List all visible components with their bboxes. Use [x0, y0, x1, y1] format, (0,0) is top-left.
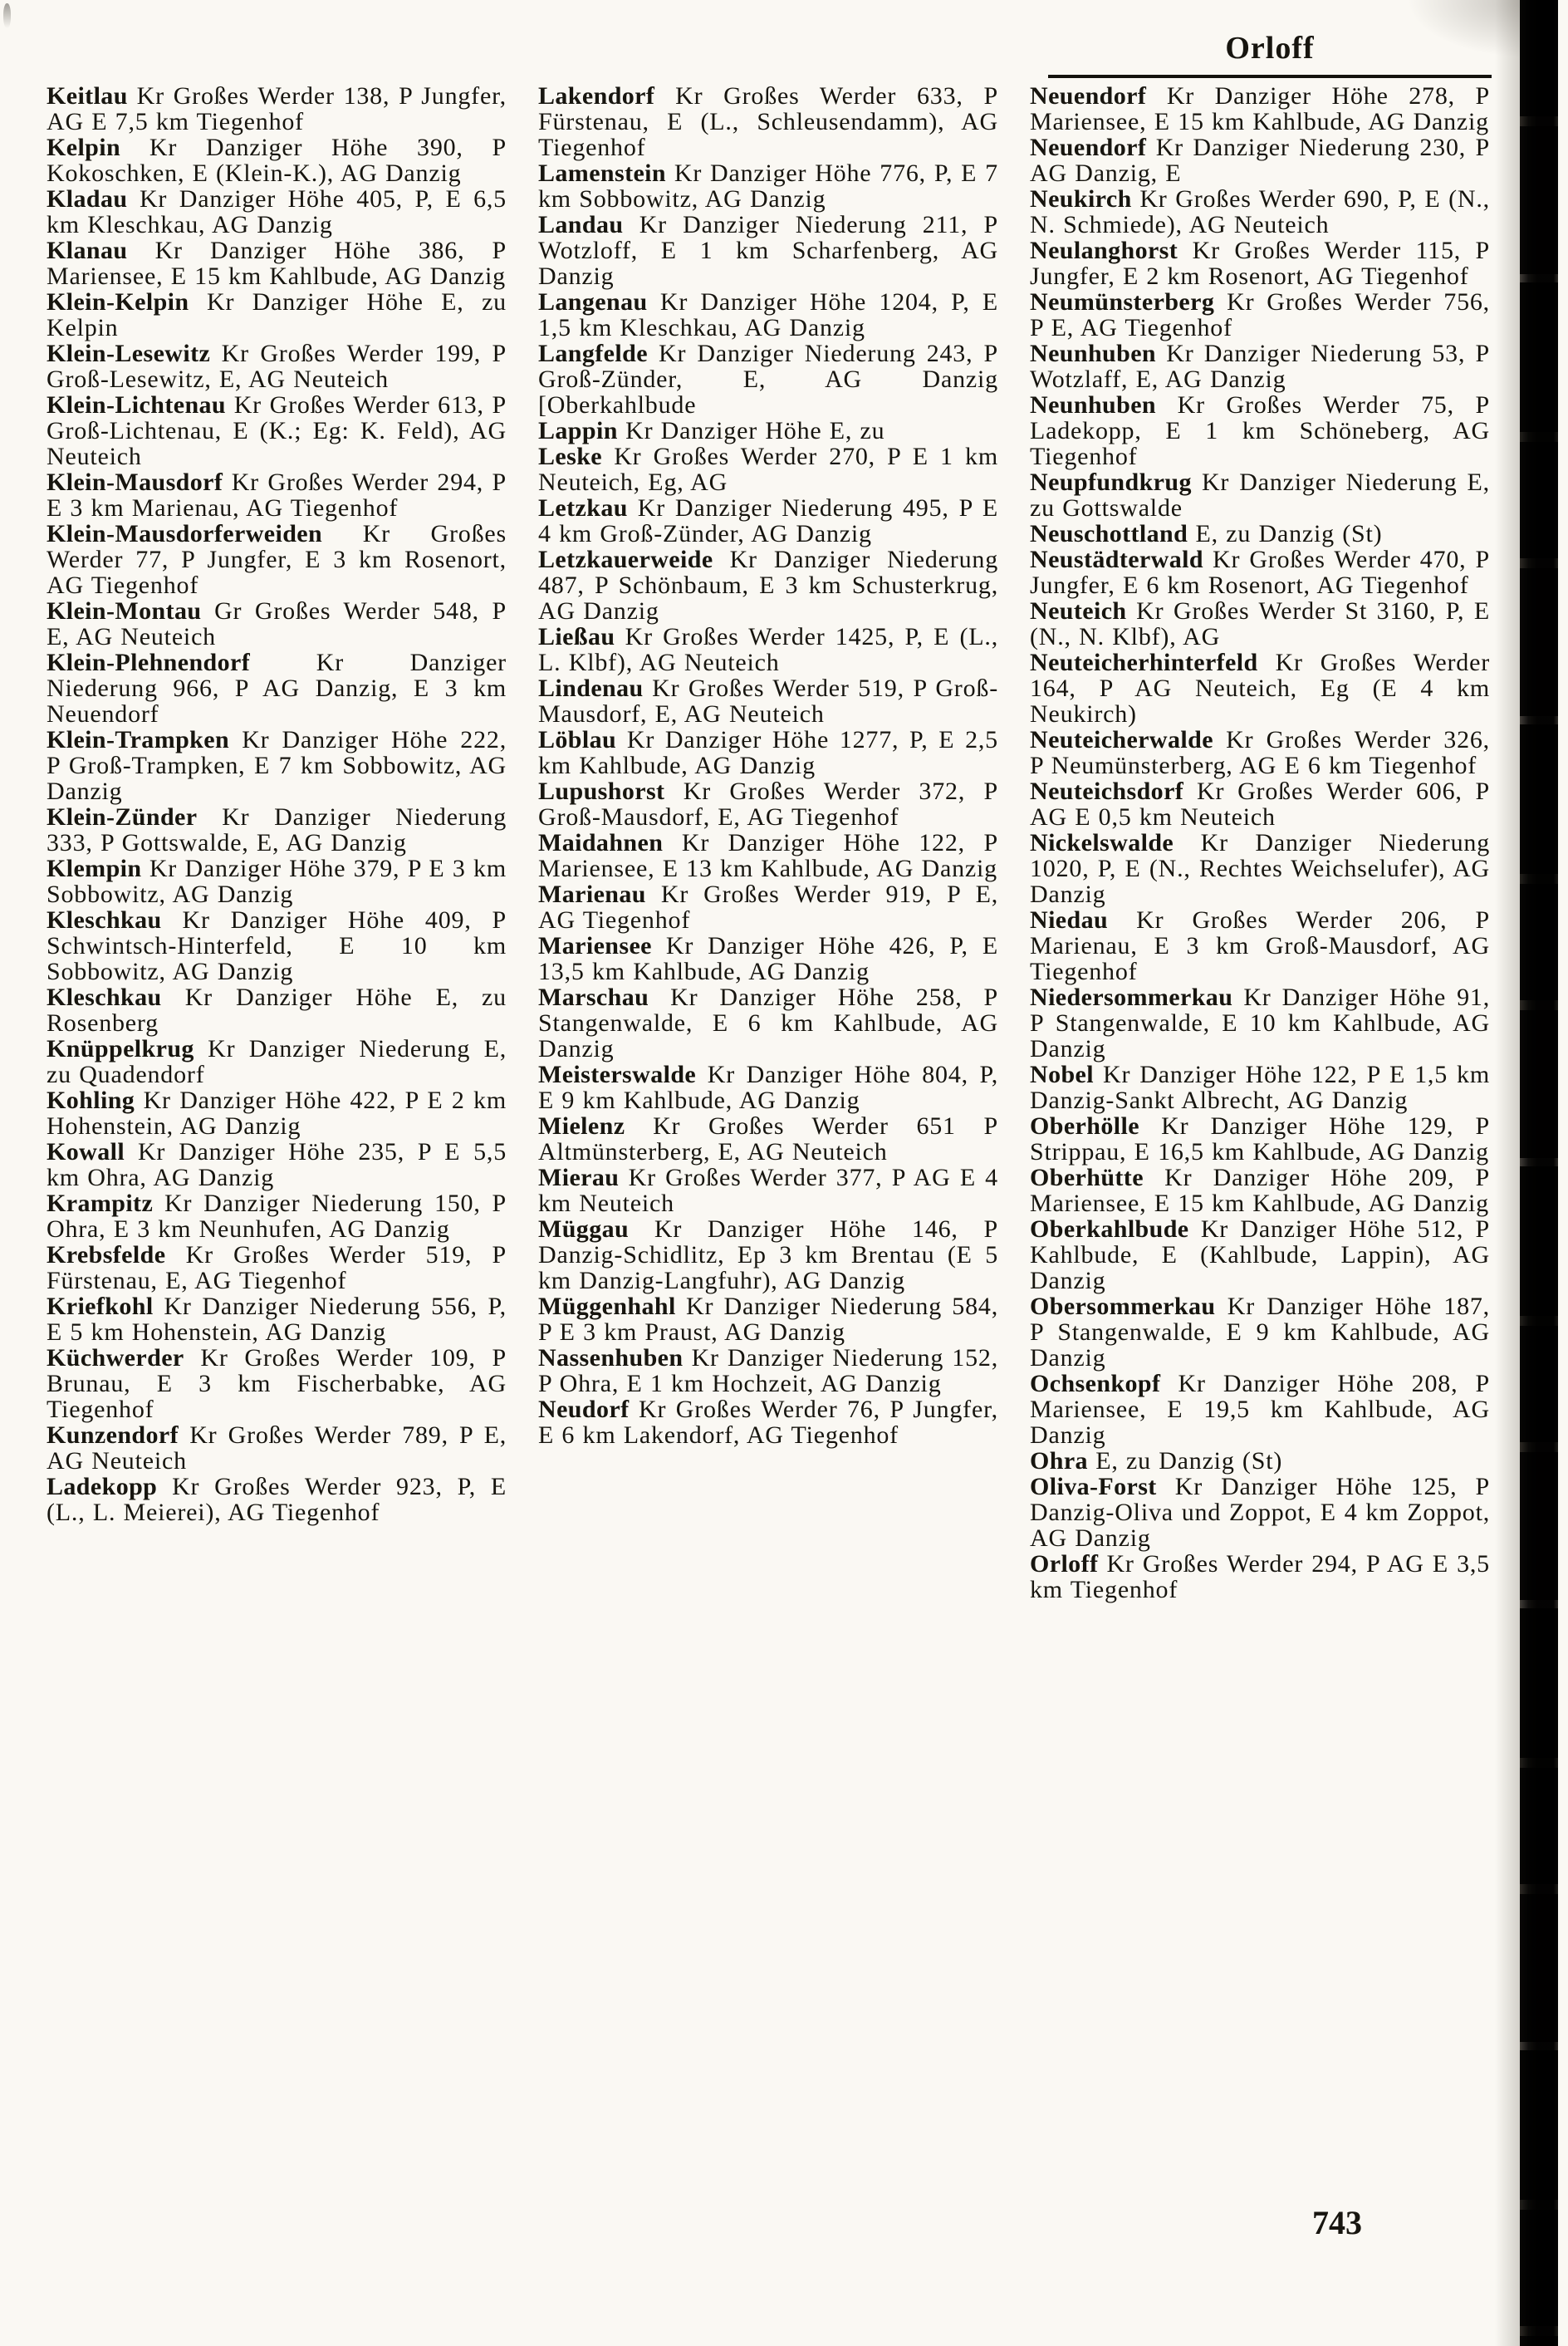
- gazetteer-entry: [538, 444, 998, 495]
- gazetteer-entry: [538, 547, 998, 624]
- place-name: Nobel: [1030, 1061, 1094, 1088]
- place-name: Lappin: [538, 417, 618, 444]
- gazetteer-entry: [47, 1474, 507, 1525]
- entry-details: Kr Danziger Höhe 258, P Stangenwalde, E 6 km Kahlbude, AG Danzig: [538, 984, 998, 1063]
- entry-details: Kr Großes Werder 519, P Groß-Mausdorf, E, AG Neuteich: [538, 675, 998, 728]
- place-name: Klein-Mausdorf: [47, 469, 223, 496]
- place-name: Knüppelkrug: [47, 1035, 194, 1063]
- entry-details: Kr Danziger Niederung E, zu Gottswalde: [1030, 469, 1490, 522]
- entry-details: Kr Großes Werder 206, P Marienau, E 3 km Groß-Mausdorf, AG Tiegenhof: [1030, 906, 1490, 985]
- place-name: Niedersommerkau: [1030, 984, 1233, 1011]
- gazetteer-entry: [47, 1087, 507, 1139]
- entry-details: Kr Danziger Höhe 1204, P, E 1,5 km Kleschkau, AG Danzig: [538, 288, 998, 341]
- gazetteer-entry: [1030, 1371, 1490, 1448]
- entry-details: Kr Danziger Niederung 584, P E 3 km Praust, AG Danzig: [538, 1293, 998, 1346]
- entry-details: Kr Großes Werder 377, P AG E 4 km Neuteich: [538, 1164, 998, 1217]
- place-name: Neunhuben: [1030, 340, 1157, 367]
- place-name: Letzkau: [538, 494, 628, 522]
- place-name: Kleschkau: [47, 984, 162, 1011]
- gazetteer-entry: [538, 495, 998, 547]
- gazetteer-entry: [1030, 341, 1490, 392]
- place-name: Neuteichsdorf: [1030, 778, 1184, 805]
- gazetteer-entry: [1030, 238, 1490, 289]
- place-name: Klein-Plehnendorf: [47, 649, 251, 676]
- gazetteer-entry: [47, 83, 507, 135]
- place-name: Neunhuben: [1030, 391, 1157, 419]
- gazetteer-entry: [538, 418, 998, 444]
- entry-details: Kr Danziger Höhe 129, P Strippau, E 16,5 km Kahlbude, AG Danzig: [1030, 1112, 1490, 1166]
- place-name: Oliva-Forst: [1030, 1473, 1157, 1500]
- place-name: Kunzendorf: [47, 1421, 179, 1449]
- gazetteer-entry: [1030, 186, 1490, 238]
- entry-details: Kr Großes Werder 294, P AG E 3,5 km Tiegenhof: [1030, 1550, 1490, 1603]
- entry-details: E, zu Danzig (St): [1195, 520, 1383, 547]
- entry-details: Kr Großes Werder 109, P Brunau, E 3 km Fischerbabke, AG Tiegenhof: [47, 1344, 507, 1423]
- place-name: Keitlau: [47, 82, 128, 110]
- gazetteer-entry: [1030, 1165, 1490, 1216]
- entry-details: Kr Großes Werder 633, P Fürstenau, E (L., Schleusendamm), AG Tiegenhof: [538, 82, 998, 161]
- gazetteer-entry: [47, 650, 507, 727]
- place-name: Küchwerder: [47, 1344, 184, 1372]
- gazetteer-entry: [1030, 469, 1490, 521]
- place-name: Kleschkau: [47, 906, 162, 934]
- gazetteer-entry: [1030, 727, 1490, 778]
- place-name: Lakendorf: [538, 82, 655, 110]
- place-name: Oberhölle: [1030, 1112, 1139, 1140]
- gazetteer-entry: [1030, 392, 1490, 469]
- place-name: Neudorf: [538, 1396, 630, 1423]
- gazetteer-entry: [538, 341, 998, 418]
- entry-details: Kr Danziger Höhe 122, P Mariensee, E 13 km Kahlbude, AG Danzig: [538, 829, 998, 882]
- entry-details: Kr Danziger Höhe 379, P E 3 km Sobbowitz, AG Danzig: [47, 855, 507, 908]
- place-name: Lupushorst: [538, 778, 665, 805]
- entry-details: Kr Danziger Höhe 386, P Mariensee, E 15 km Kahlbude, AG Danzig: [47, 237, 507, 290]
- entry-details: Gr Großes Werder 548, P E, AG Neuteich: [47, 597, 507, 650]
- gazetteer-entry: [538, 984, 998, 1062]
- entry-details: Kr Danziger Höhe 187, P Stangenwalde, E 9 km Kahlbude, AG Danzig: [1030, 1293, 1490, 1372]
- entry-details: Kr Großes Werder 326, P Neumünsterberg, AG E 6 km Tiegenhof: [1030, 726, 1490, 779]
- entry-details: Kr Großes Werder 138, P Jungfer, AG E 7,5 km Tiegenhof: [47, 82, 507, 135]
- place-name: Leske: [538, 443, 602, 470]
- entry-details: Kr Großes Werder 294, P E 3 km Marienau, AG Tiegenhof: [47, 469, 507, 522]
- scan-speck-artifact: [3, 3, 11, 28]
- gazetteer-entry: [538, 83, 998, 160]
- page-edge-shadow: [1495, 0, 1520, 2346]
- running-head: Orloff: [1048, 30, 1492, 78]
- entry-details: Kr Danziger Niederung 333, P Gottswalde, E, AG Danzig: [47, 803, 507, 856]
- entry-details: Kr Danziger Höhe 122, P E 1,5 km Danzig-Sankt Albrecht, AG Danzig: [1030, 1061, 1490, 1114]
- gazetteer-entry: [1030, 778, 1490, 830]
- page-number: 743: [1312, 2204, 1362, 2241]
- place-name: Klein-Mausdorferweiden: [47, 520, 323, 547]
- gazetteer-entry: [538, 624, 998, 675]
- place-name: Kriefkohl: [47, 1293, 154, 1320]
- gazetteer-entry: [47, 907, 507, 984]
- place-name: Krampitz: [47, 1190, 154, 1217]
- place-name: Orloff: [1030, 1550, 1099, 1578]
- place-name: Langenau: [538, 288, 648, 316]
- entry-details: Kr Danziger Höhe E, zu Rosenberg: [47, 984, 507, 1037]
- entry-details: Kr Danziger Höhe 278, P Mariensee, E 15 km Kahlbude, AG Danzig: [1030, 82, 1490, 135]
- gazetteer-entry: [1030, 1551, 1490, 1602]
- entry-details: E, zu Danzig (St): [1095, 1447, 1283, 1475]
- place-name: Klein-Trampken: [47, 726, 230, 753]
- place-name: Neuendorf: [1030, 134, 1147, 161]
- gazetteer-entry: [47, 1422, 507, 1474]
- column-1: [47, 83, 507, 1525]
- entry-details: Kr Großes Werder 470, P Jungfer, E 6 km Rosenort, AG Tiegenhof: [1030, 546, 1490, 599]
- gazetteer-entry: [47, 135, 507, 186]
- entry-details: Kr Danziger Höhe 91, P Stangenwalde, E 10 km Kahlbude, AG Danzig: [1030, 984, 1490, 1063]
- place-name: Meisterswalde: [538, 1061, 697, 1088]
- place-name: Lamenstein: [538, 160, 666, 187]
- gazetteer-entry: [1030, 907, 1490, 984]
- gazetteer-entry: [538, 1345, 998, 1396]
- gazetteer-entry: [538, 1062, 998, 1113]
- text-columns: [47, 83, 1490, 1602]
- entry-details: Kr Großes Werder 923, P, E (L., L. Meierei), AG Tiegenhof: [47, 1473, 507, 1526]
- place-name: Nickelswalde: [1030, 829, 1174, 856]
- entry-details: Kr Danziger Höhe E, zu Kelpin: [47, 288, 507, 341]
- gazetteer-entry: [1030, 1216, 1490, 1293]
- entry-details: Kr Großes Werder 756, P E, AG Tiegenhof: [1030, 288, 1490, 341]
- place-name: Klein-Lichtenau: [47, 391, 227, 419]
- place-name: Mariensee: [538, 932, 652, 960]
- gazetteer-entry: [1030, 1113, 1490, 1165]
- entry-details: Kr Danziger Höhe 125, P Danzig-Oliva und Zoppot, E 4 km Zoppot, AG Danzig: [1030, 1473, 1490, 1552]
- gazetteer-entry: [47, 186, 507, 238]
- entry-details: Kr Danziger Niederung 495, P E 4 km Groß-Zünder, AG Danzig: [538, 494, 998, 547]
- place-name: Nassenhuben: [538, 1344, 684, 1372]
- entry-details: Kr Danziger Höhe 405, P, E 6,5 km Kleschkau, AG Danzig: [47, 185, 507, 238]
- place-name: Marschau: [538, 984, 649, 1011]
- place-name: Landau: [538, 211, 624, 238]
- gazetteer-entry: [47, 469, 507, 521]
- gazetteer-entry: [47, 1190, 507, 1242]
- place-name: Neuschottland: [1030, 520, 1188, 547]
- entry-details: Kr Großes Werder 115, P Jungfer, E 2 km Rosenort, AG Tiegenhof: [1030, 237, 1490, 290]
- place-name: Langfelde: [538, 340, 648, 367]
- entry-details: Kr Großes Werder 606, P AG E 0,5 km Neuteich: [1030, 778, 1490, 831]
- gazetteer-entry: [1030, 521, 1490, 547]
- gazetteer-entry: [1030, 598, 1490, 650]
- entry-details: Kr Großes Werder 519, P Fürstenau, E, AG Tiegenhof: [47, 1241, 507, 1294]
- gazetteer-entry: [538, 933, 998, 984]
- entry-details: Kr Danziger Niederung 966, P AG Danzig, E 3 km Neuendorf: [47, 649, 507, 728]
- place-name: Klempin: [47, 855, 142, 882]
- entry-details: Kr Danziger Niederung 211, P Wotzloff, E 1 km Scharfenberg, AG Danzig: [538, 211, 998, 290]
- gazetteer-entry: [538, 830, 998, 881]
- entry-details: Kr Großes Werder 270, P E 1 km Neuteich, Eg, AG: [538, 443, 998, 496]
- entry-details: Kr Danziger Niederung 230, P AG Danzig, E: [1030, 134, 1490, 187]
- gazetteer-entry: [47, 238, 507, 289]
- gazetteer-entry: [47, 1036, 507, 1087]
- entry-details: Kr Danziger Niederung 1020, P, E (N., Rechtes Weichselufer), AG Danzig: [1030, 829, 1490, 908]
- entry-details: Kr Großes Werder St 3160, P, E (N., N. Klbf), AG: [1030, 597, 1490, 650]
- gazetteer-entry: [1030, 984, 1490, 1062]
- gazetteer-entry: [538, 1216, 998, 1293]
- place-name: Löblau: [538, 726, 617, 753]
- place-name: Oberhütte: [1030, 1164, 1144, 1191]
- place-name: Neuteich: [1030, 597, 1127, 625]
- place-name: Lindenau: [538, 675, 644, 702]
- entry-details: Kr Danziger Höhe 804, P, E 9 km Kahlbude, AG Danzig: [538, 1061, 998, 1114]
- column-2: [538, 83, 998, 1448]
- gazetteer-entry: [47, 1242, 507, 1293]
- place-name: Krebsfelde: [47, 1241, 166, 1269]
- place-name: Marienau: [538, 881, 646, 908]
- place-name: Neumünsterberg: [1030, 288, 1215, 316]
- scan-artifact-binding-edge: [1520, 0, 1558, 2346]
- gazetteer-entry: [538, 212, 998, 289]
- gazetteer-entry: [47, 1139, 507, 1190]
- place-name: Neuteicherhinterfeld: [1030, 649, 1258, 676]
- place-name: Kowall: [47, 1138, 125, 1166]
- gazetteer-entry: [538, 675, 998, 727]
- gazetteer-entry: [1030, 1293, 1490, 1371]
- place-name: Kladau: [47, 185, 128, 213]
- place-name: Ohra: [1030, 1447, 1088, 1475]
- place-name: Niedau: [1030, 906, 1109, 934]
- gazetteer-entry: [1030, 289, 1490, 341]
- place-name: Oberkahlbude: [1030, 1215, 1189, 1243]
- place-name: Neulanghorst: [1030, 237, 1178, 264]
- entry-details: Kr Großes Werder 372, P Groß-Mausdorf, E, AG Tiegenhof: [538, 778, 998, 831]
- place-name: Klein-Kelpin: [47, 288, 189, 316]
- gazetteer-entry: [47, 984, 507, 1036]
- entry-details: Kr Danziger Niederung 152, P Ohra, E 1 km Hochzeit, AG Danzig: [538, 1344, 998, 1397]
- entry-details: Kr Großes Werder 1425, P, E (L., L. Klbf), AG Neuteich: [538, 623, 998, 676]
- gazetteer-entry: [538, 160, 998, 212]
- place-name: Müggau: [538, 1215, 630, 1243]
- place-name: Neuendorf: [1030, 82, 1147, 110]
- entry-details: Kr Danziger Niederung 487, P Schönbaum, E 3 km Schusterkrug, AG Danzig: [538, 546, 998, 625]
- gazetteer-entry: [1030, 135, 1490, 186]
- entry-details: Kr Danziger Höhe 235, P E 5,5 km Ohra, AG Danzig: [47, 1138, 507, 1191]
- place-name: Ochsenkopf: [1030, 1370, 1161, 1397]
- entry-details: Kr Danziger Niederung 53, P Wotzlaff, E, AG Danzig: [1030, 340, 1490, 393]
- entry-details: Kr Großes Werder 164, P AG Neuteich, Eg (E 4 km Neukirch): [1030, 649, 1490, 728]
- gazetteer-entry: [538, 289, 998, 341]
- place-name: Neuteicherwalde: [1030, 726, 1213, 753]
- entry-details: Kr Großes Werder 789, P E, AG Neuteich: [47, 1421, 507, 1475]
- entry-details: Kr Danziger Höhe 146, P Danzig-Schidlitz, Ep 3 km Brentau (E 5 km Danzig-Langfuhr), AG Danzig: [538, 1215, 998, 1294]
- entry-details: Kr Großes Werder 199, P Groß-Lesewitz, E, AG Neuteich: [47, 340, 507, 393]
- place-name: Klein-Montau: [47, 597, 202, 625]
- place-name: Ladekopp: [47, 1473, 158, 1500]
- entry-details: Kr Großes Werder 75, P Ladekopp, E 1 km Schöneberg, AG Tiegenhof: [1030, 391, 1490, 470]
- place-name: Neukirch: [1030, 185, 1132, 213]
- entry-details: Kr Danziger Höhe E, zu: [625, 417, 885, 444]
- place-name: Obersommerkau: [1030, 1293, 1216, 1320]
- place-name: Maidahnen: [538, 829, 664, 856]
- gazetteer-entry: [1030, 83, 1490, 135]
- place-name: Klanau: [47, 237, 128, 264]
- place-name: Letzkauerweide: [538, 546, 713, 573]
- gazetteer-entry: [538, 1113, 998, 1165]
- entry-details: Kr Danziger Höhe 776, P, E 7 km Sobbowitz, AG Danzig: [538, 160, 998, 213]
- gazetteer-entry: [47, 341, 507, 392]
- gazetteer-entry: [1030, 650, 1490, 727]
- gazetteer-entry: [47, 1345, 507, 1422]
- entry-details: Kr Danziger Höhe 422, P E 2 km Hohenstein, AG Danzig: [47, 1087, 507, 1140]
- entry-details: Kr Danziger Niederung 556, P, E 5 km Hohenstein, AG Danzig: [47, 1293, 507, 1346]
- gazetteer-entry: [47, 598, 507, 650]
- place-name: Kelpin: [47, 134, 121, 161]
- entry-details: Kr Danziger Höhe 426, P, E 13,5 km Kahlbude, AG Danzig: [538, 932, 998, 985]
- place-name: Neupfundkrug: [1030, 469, 1192, 496]
- place-name: Mierau: [538, 1164, 620, 1191]
- place-name: Klein-Lesewitz: [47, 340, 211, 367]
- gazetteer-entry: [538, 881, 998, 933]
- entry-details: Kr Großes Werder 651 P Altmünsterberg, E, AG Neuteich: [538, 1112, 998, 1166]
- gazetteer-entry: [47, 804, 507, 856]
- entry-details: Kr Danziger Höhe 409, P Schwintsch-Hinterfeld, E 10 km Sobbowitz, AG Danzig: [47, 906, 507, 985]
- gazetteer-entry: [1030, 1474, 1490, 1551]
- entry-details: Kr Danziger Höhe 1277, P, E 2,5 km Kahlbude, AG Danzig: [538, 726, 998, 779]
- entry-details: Kr Danziger Höhe 208, P Mariensee, E 19,5 km Kahlbude, AG Danzig: [1030, 1370, 1490, 1449]
- gazetteer-entry: [1030, 1062, 1490, 1113]
- gazetteer-entry: [538, 1165, 998, 1216]
- entry-details: Kr Danziger Höhe 222, P Groß-Trampken, E 7 km Sobbowitz, AG Danzig: [47, 726, 507, 805]
- entry-details: Kr Großes Werder 613, P Groß-Lichtenau, E (K.; Eg: K. Feld), AG Neuteich: [47, 391, 507, 470]
- gazetteer-entry: [1030, 547, 1490, 598]
- entry-details: Kr Danziger Höhe 390, P Kokoschken, E (Klein-K.), AG Danzig: [47, 134, 507, 187]
- gazetteer-entry: [538, 1396, 998, 1448]
- gazetteer-entry: [47, 392, 507, 469]
- gazetteer-entry: [1030, 830, 1490, 907]
- gazetteer-entry: [538, 727, 998, 778]
- entry-details: Kr Großes Werder 77, P Jungfer, E 3 km Rosenort, AG Tiegenhof: [47, 520, 507, 599]
- entry-details: Kr Danziger Niederung 243, P Groß-Zünder, E, AG Danzig [Oberkahlbude: [538, 340, 998, 419]
- entry-details: Kr Danziger Höhe 209, P Mariensee, E 15 km Kahlbude, AG Danzig: [1030, 1164, 1490, 1217]
- place-name: Müggenhahl: [538, 1293, 676, 1320]
- gazetteer-entry: [538, 778, 998, 830]
- entry-details: Kr Danziger Niederung E, zu Quadendorf: [47, 1035, 507, 1088]
- entry-details: Kr Danziger Niederung 150, P Ohra, E 3 km Neunhufen, AG Danzig: [47, 1190, 507, 1243]
- place-name: Kohling: [47, 1087, 135, 1114]
- gazetteer-entry: [47, 727, 507, 804]
- place-name: Mielenz: [538, 1112, 625, 1140]
- place-name: Ließau: [538, 623, 615, 650]
- gazetteer-entry: [1030, 1448, 1490, 1474]
- gazetteer-entry: [47, 289, 507, 341]
- entry-details: Kr Großes Werder 76, P Jungfer, E 6 km Lakendorf, AG Tiegenhof: [538, 1396, 998, 1449]
- entry-details: Kr Großes Werder 690, P, E (N., N. Schmiede), AG Neuteich: [1030, 185, 1490, 238]
- place-name: Neustädterwald: [1030, 546, 1203, 573]
- gazetteer-entry: [47, 521, 507, 598]
- gazetteer-entry: [47, 1293, 507, 1345]
- gazetteer-entry: [538, 1293, 998, 1345]
- entry-details: Kr Danziger Höhe 512, P Kahlbude, E (Kahlbude, Lappin), AG Danzig: [1030, 1215, 1490, 1294]
- entry-details: Kr Großes Werder 919, P E, AG Tiegenhof: [538, 881, 998, 934]
- column-3: [1030, 83, 1490, 1602]
- place-name: Klein-Zünder: [47, 803, 198, 831]
- gazetteer-entry: [47, 856, 507, 907]
